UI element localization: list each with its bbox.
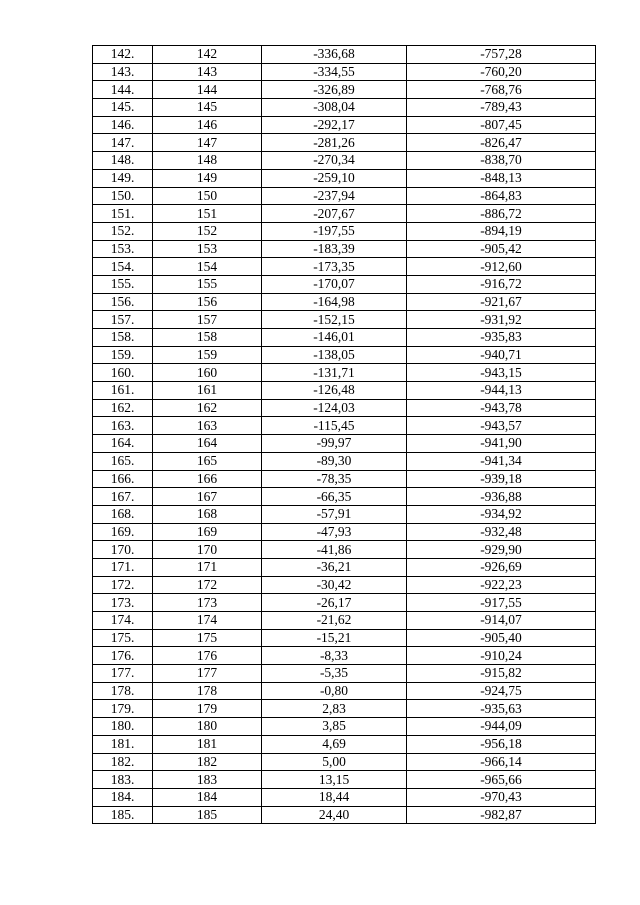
- point-id-cell: 156: [153, 293, 262, 311]
- x-value-cell: -281,26: [262, 134, 407, 152]
- point-id-cell: 181: [153, 735, 262, 753]
- y-value-cell: -886,72: [407, 205, 596, 223]
- x-value-cell: -47,93: [262, 523, 407, 541]
- y-value-cell: -929,90: [407, 541, 596, 559]
- point-id-cell: 164: [153, 435, 262, 453]
- point-id-cell: 168: [153, 505, 262, 523]
- x-value-cell: -237,94: [262, 187, 407, 205]
- row-number-cell: 142.: [93, 46, 153, 64]
- point-id-cell: 177: [153, 665, 262, 683]
- table-row: [93, 152, 596, 170]
- row-number-cell: 150.: [93, 187, 153, 205]
- table-row: [93, 523, 596, 541]
- table-row: [93, 293, 596, 311]
- point-id-cell: 158: [153, 329, 262, 347]
- row-number-cell: 185.: [93, 806, 153, 824]
- y-value-cell: -944,09: [407, 718, 596, 736]
- table-row: [93, 665, 596, 683]
- x-value-cell: 18,44: [262, 788, 407, 806]
- table-row: [93, 541, 596, 559]
- x-value-cell: 24,40: [262, 806, 407, 824]
- x-value-cell: -36,21: [262, 558, 407, 576]
- row-number-cell: 167.: [93, 488, 153, 506]
- y-value-cell: -936,88: [407, 488, 596, 506]
- table-row: [93, 682, 596, 700]
- x-value-cell: -57,91: [262, 505, 407, 523]
- y-value-cell: -935,63: [407, 700, 596, 718]
- table-row: [93, 647, 596, 665]
- y-value-cell: -910,24: [407, 647, 596, 665]
- y-value-cell: -939,18: [407, 470, 596, 488]
- x-value-cell: -259,10: [262, 169, 407, 187]
- x-value-cell: -164,98: [262, 293, 407, 311]
- row-number-cell: 157.: [93, 311, 153, 329]
- point-id-cell: 151: [153, 205, 262, 223]
- row-number-cell: 146.: [93, 116, 153, 134]
- row-number-cell: 144.: [93, 81, 153, 99]
- table-row: [93, 258, 596, 276]
- row-number-cell: 148.: [93, 152, 153, 170]
- point-id-cell: 147: [153, 134, 262, 152]
- row-number-cell: 152.: [93, 222, 153, 240]
- x-value-cell: -26,17: [262, 594, 407, 612]
- table-row: [93, 187, 596, 205]
- row-number-cell: 154.: [93, 258, 153, 276]
- table-row: [93, 205, 596, 223]
- point-id-cell: 173: [153, 594, 262, 612]
- table-row: [93, 753, 596, 771]
- table-row: [93, 99, 596, 117]
- table-row: [93, 329, 596, 347]
- row-number-cell: 156.: [93, 293, 153, 311]
- x-value-cell: -270,34: [262, 152, 407, 170]
- y-value-cell: -848,13: [407, 169, 596, 187]
- table-row: [93, 629, 596, 647]
- y-value-cell: -924,75: [407, 682, 596, 700]
- row-number-cell: 181.: [93, 735, 153, 753]
- x-value-cell: -207,67: [262, 205, 407, 223]
- row-number-cell: 168.: [93, 505, 153, 523]
- table-row: [93, 46, 596, 64]
- table-row: [93, 81, 596, 99]
- row-number-cell: 184.: [93, 788, 153, 806]
- x-value-cell: -170,07: [262, 275, 407, 293]
- table-row: [93, 452, 596, 470]
- x-value-cell: -131,71: [262, 364, 407, 382]
- y-value-cell: -789,43: [407, 99, 596, 117]
- row-number-cell: 151.: [93, 205, 153, 223]
- table-row: [93, 275, 596, 293]
- table-row: [93, 222, 596, 240]
- point-id-cell: 150: [153, 187, 262, 205]
- x-value-cell: -8,33: [262, 647, 407, 665]
- y-value-cell: -922,23: [407, 576, 596, 594]
- row-number-cell: 162.: [93, 399, 153, 417]
- x-value-cell: -152,15: [262, 311, 407, 329]
- row-number-cell: 164.: [93, 435, 153, 453]
- y-value-cell: -916,72: [407, 275, 596, 293]
- x-value-cell: -183,39: [262, 240, 407, 258]
- point-id-cell: 149: [153, 169, 262, 187]
- point-id-cell: 157: [153, 311, 262, 329]
- x-value-cell: -126,48: [262, 382, 407, 400]
- table-row: [93, 134, 596, 152]
- x-value-cell: -173,35: [262, 258, 407, 276]
- y-value-cell: -970,43: [407, 788, 596, 806]
- y-value-cell: -943,15: [407, 364, 596, 382]
- x-value-cell: -308,04: [262, 99, 407, 117]
- point-id-cell: 184: [153, 788, 262, 806]
- table-row: [93, 488, 596, 506]
- x-value-cell: -197,55: [262, 222, 407, 240]
- x-value-cell: 2,83: [262, 700, 407, 718]
- table-row: [93, 771, 596, 789]
- coordinates-table: [92, 45, 596, 824]
- y-value-cell: -838,70: [407, 152, 596, 170]
- table-row: [93, 788, 596, 806]
- row-number-cell: 159.: [93, 346, 153, 364]
- table-row: [93, 700, 596, 718]
- table-row: [93, 311, 596, 329]
- row-number-cell: 173.: [93, 594, 153, 612]
- table-row: [93, 417, 596, 435]
- row-number-cell: 171.: [93, 558, 153, 576]
- x-value-cell: -5,35: [262, 665, 407, 683]
- point-id-cell: 145: [153, 99, 262, 117]
- point-id-cell: 143: [153, 63, 262, 81]
- table-row: [93, 505, 596, 523]
- point-id-cell: 159: [153, 346, 262, 364]
- row-number-cell: 143.: [93, 63, 153, 81]
- y-value-cell: -894,19: [407, 222, 596, 240]
- table-row: [93, 346, 596, 364]
- point-id-cell: 179: [153, 700, 262, 718]
- table-row: [93, 612, 596, 630]
- y-value-cell: -926,69: [407, 558, 596, 576]
- point-id-cell: 175: [153, 629, 262, 647]
- y-value-cell: -934,92: [407, 505, 596, 523]
- y-value-cell: -912,60: [407, 258, 596, 276]
- table-row: [93, 116, 596, 134]
- x-value-cell: 4,69: [262, 735, 407, 753]
- x-value-cell: 13,15: [262, 771, 407, 789]
- point-id-cell: 152: [153, 222, 262, 240]
- point-id-cell: 170: [153, 541, 262, 559]
- y-value-cell: -914,07: [407, 612, 596, 630]
- x-value-cell: -138,05: [262, 346, 407, 364]
- x-value-cell: -124,03: [262, 399, 407, 417]
- y-value-cell: -826,47: [407, 134, 596, 152]
- row-number-cell: 175.: [93, 629, 153, 647]
- x-value-cell: -334,55: [262, 63, 407, 81]
- y-value-cell: -931,92: [407, 311, 596, 329]
- table-row: [93, 806, 596, 824]
- point-id-cell: 182: [153, 753, 262, 771]
- table-row: [93, 470, 596, 488]
- y-value-cell: -807,45: [407, 116, 596, 134]
- point-id-cell: 171: [153, 558, 262, 576]
- table-row: [93, 594, 596, 612]
- point-id-cell: 174: [153, 612, 262, 630]
- row-number-cell: 165.: [93, 452, 153, 470]
- table-row: [93, 364, 596, 382]
- x-value-cell: -336,68: [262, 46, 407, 64]
- point-id-cell: 148: [153, 152, 262, 170]
- y-value-cell: -956,18: [407, 735, 596, 753]
- row-number-cell: 174.: [93, 612, 153, 630]
- row-number-cell: 170.: [93, 541, 153, 559]
- row-number-cell: 183.: [93, 771, 153, 789]
- point-id-cell: 167: [153, 488, 262, 506]
- point-id-cell: 172: [153, 576, 262, 594]
- x-value-cell: -292,17: [262, 116, 407, 134]
- x-value-cell: -21,62: [262, 612, 407, 630]
- row-number-cell: 161.: [93, 382, 153, 400]
- y-value-cell: -760,20: [407, 63, 596, 81]
- point-id-cell: 169: [153, 523, 262, 541]
- x-value-cell: -78,35: [262, 470, 407, 488]
- y-value-cell: -944,13: [407, 382, 596, 400]
- table-row: [93, 399, 596, 417]
- x-value-cell: -99,97: [262, 435, 407, 453]
- row-number-cell: 172.: [93, 576, 153, 594]
- table-row: [93, 63, 596, 81]
- y-value-cell: -982,87: [407, 806, 596, 824]
- point-id-cell: 153: [153, 240, 262, 258]
- table-row: [93, 382, 596, 400]
- row-number-cell: 178.: [93, 682, 153, 700]
- row-number-cell: 147.: [93, 134, 153, 152]
- point-id-cell: 166: [153, 470, 262, 488]
- table-row: [93, 576, 596, 594]
- y-value-cell: -965,66: [407, 771, 596, 789]
- point-id-cell: 155: [153, 275, 262, 293]
- point-id-cell: 161: [153, 382, 262, 400]
- point-id-cell: 176: [153, 647, 262, 665]
- y-value-cell: -940,71: [407, 346, 596, 364]
- point-id-cell: 154: [153, 258, 262, 276]
- row-number-cell: 145.: [93, 99, 153, 117]
- y-value-cell: -935,83: [407, 329, 596, 347]
- point-id-cell: 183: [153, 771, 262, 789]
- point-id-cell: 163: [153, 417, 262, 435]
- y-value-cell: -768,76: [407, 81, 596, 99]
- row-number-cell: 177.: [93, 665, 153, 683]
- x-value-cell: -89,30: [262, 452, 407, 470]
- y-value-cell: -941,34: [407, 452, 596, 470]
- table-row: [93, 169, 596, 187]
- x-value-cell: -15,21: [262, 629, 407, 647]
- x-value-cell: 3,85: [262, 718, 407, 736]
- point-id-cell: 160: [153, 364, 262, 382]
- row-number-cell: 169.: [93, 523, 153, 541]
- x-value-cell: -0,80: [262, 682, 407, 700]
- row-number-cell: 166.: [93, 470, 153, 488]
- row-number-cell: 149.: [93, 169, 153, 187]
- y-value-cell: -905,42: [407, 240, 596, 258]
- point-id-cell: 180: [153, 718, 262, 736]
- row-number-cell: 180.: [93, 718, 153, 736]
- table-row: [93, 240, 596, 258]
- table-row: [93, 718, 596, 736]
- row-number-cell: 158.: [93, 329, 153, 347]
- y-value-cell: -966,14: [407, 753, 596, 771]
- row-number-cell: 155.: [93, 275, 153, 293]
- y-value-cell: -905,40: [407, 629, 596, 647]
- y-value-cell: -917,55: [407, 594, 596, 612]
- x-value-cell: -30,42: [262, 576, 407, 594]
- point-id-cell: 178: [153, 682, 262, 700]
- x-value-cell: -66,35: [262, 488, 407, 506]
- x-value-cell: -146,01: [262, 329, 407, 347]
- y-value-cell: -864,83: [407, 187, 596, 205]
- x-value-cell: -41,86: [262, 541, 407, 559]
- row-number-cell: 163.: [93, 417, 153, 435]
- point-id-cell: 146: [153, 116, 262, 134]
- row-number-cell: 182.: [93, 753, 153, 771]
- y-value-cell: -932,48: [407, 523, 596, 541]
- y-value-cell: -915,82: [407, 665, 596, 683]
- row-number-cell: 179.: [93, 700, 153, 718]
- point-id-cell: 144: [153, 81, 262, 99]
- y-value-cell: -941,90: [407, 435, 596, 453]
- y-value-cell: -921,67: [407, 293, 596, 311]
- row-number-cell: 160.: [93, 364, 153, 382]
- x-value-cell: -115,45: [262, 417, 407, 435]
- table-row: [93, 435, 596, 453]
- x-value-cell: 5,00: [262, 753, 407, 771]
- point-id-cell: 165: [153, 452, 262, 470]
- coordinates-table-body: [93, 46, 596, 824]
- point-id-cell: 142: [153, 46, 262, 64]
- point-id-cell: 162: [153, 399, 262, 417]
- x-value-cell: -326,89: [262, 81, 407, 99]
- row-number-cell: 176.: [93, 647, 153, 665]
- table-row: [93, 735, 596, 753]
- y-value-cell: -757,28: [407, 46, 596, 64]
- row-number-cell: 153.: [93, 240, 153, 258]
- table-row: [93, 558, 596, 576]
- y-value-cell: -943,78: [407, 399, 596, 417]
- y-value-cell: -943,57: [407, 417, 596, 435]
- point-id-cell: 185: [153, 806, 262, 824]
